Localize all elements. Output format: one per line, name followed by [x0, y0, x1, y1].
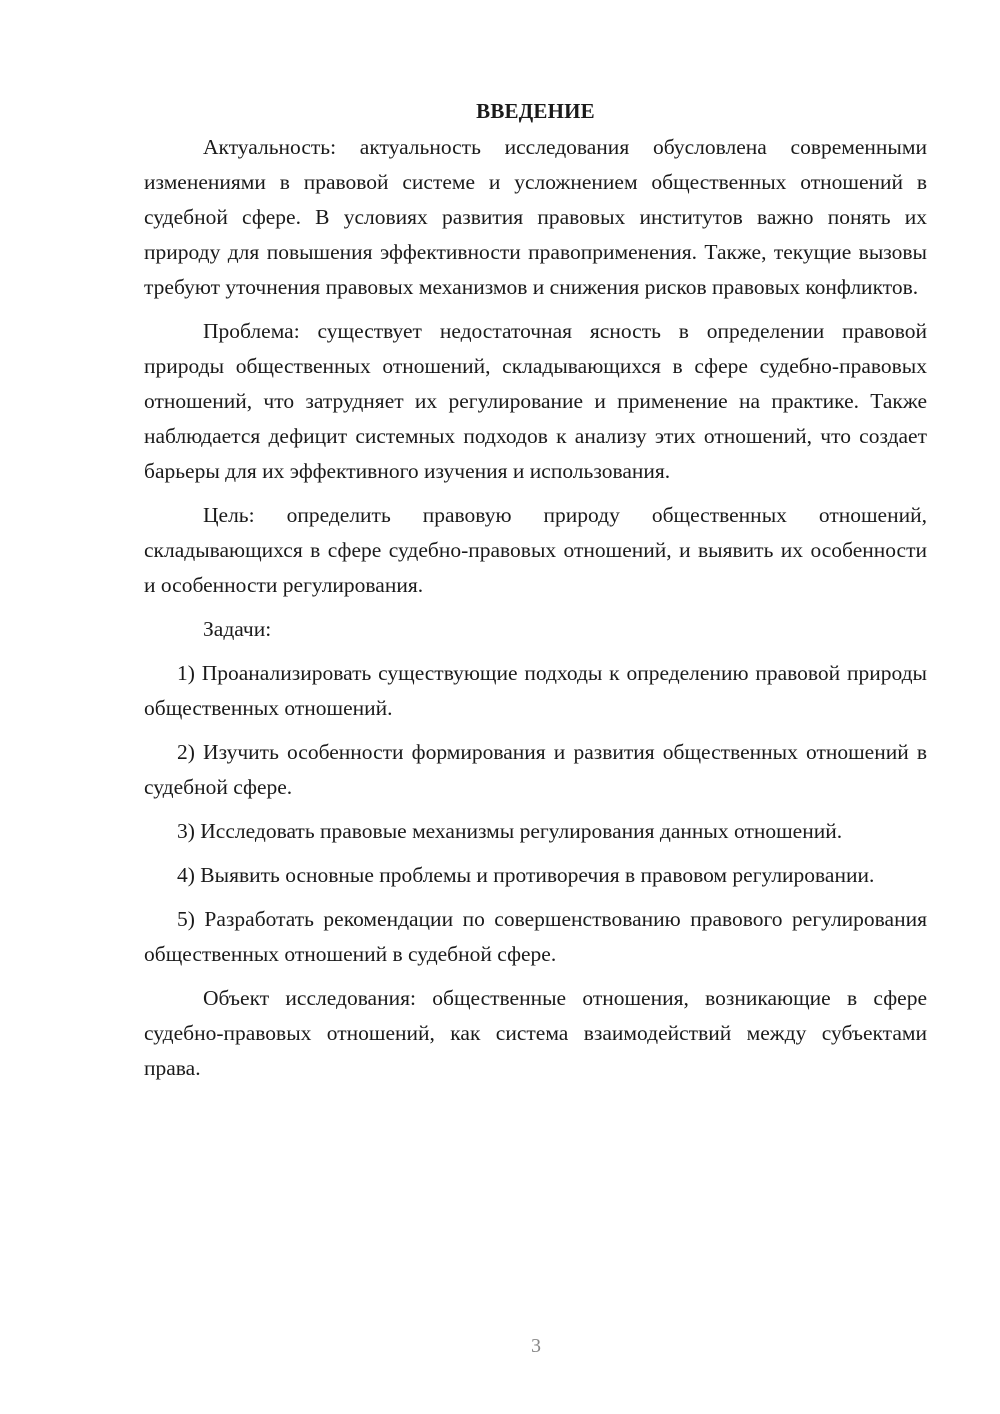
page-number: 3 — [531, 1335, 541, 1357]
task-item-1: 1) Проанализировать существующие подходы к определению правовой природы общественных отношений. — [144, 661, 927, 720]
section-title: ВВЕДЕНИЕ — [476, 99, 595, 123]
task-item-5: 5) Разработать рекомендации по совершенствованию правового регулирования общественных отношений в судебной сфере. — [144, 907, 927, 966]
task-item-3: 3) Исследовать правовые механизмы регулирования данных отношений. — [177, 819, 843, 843]
paragraph-object: Объект исследования: общественные отношения, возникающие в сфере судебно-правовых отношений, как система взаимодействий между субъектами права. — [144, 986, 927, 1080]
tasks-heading: Задачи: — [203, 617, 272, 641]
task-item-2: 2) Изучить особенности формирования и развития общественных отношений в судебной сфере. — [144, 740, 927, 799]
paragraph-problem: Проблема: существует недостаточная ясность в определении правовой природы общественных отношений, складывающихся в сфере судебно-правовых отношений, что затрудняет их регулирование и применение на практике. Также наблюдается дефицит системных подходов к анализу этих отношений, что создает барьеры для их эффективного изучения и использования. — [144, 319, 927, 483]
document-page — [144, 96, 927, 1086]
paragraph-goal: Цель: определить правовую природу общественных отношений, складывающихся в сфере судебно-правовых отношений, и выявить их особенности и особенности регулирования. — [144, 503, 927, 597]
task-item-4: 4) Выявить основные проблемы и противоречия в правовом регулировании. — [177, 863, 875, 887]
paragraph-relevance: Актуальность: актуальность исследования обусловлена современными изменениями в правовой системе и усложнением общественных отношений в судебной сфере. В условиях развития правовых институтов важно понять их природу для повышения эффективности правоприменения. Также, текущие вызовы требуют уточнения правовых механизмов и снижения рисков правовых конфликтов. — [144, 135, 927, 299]
